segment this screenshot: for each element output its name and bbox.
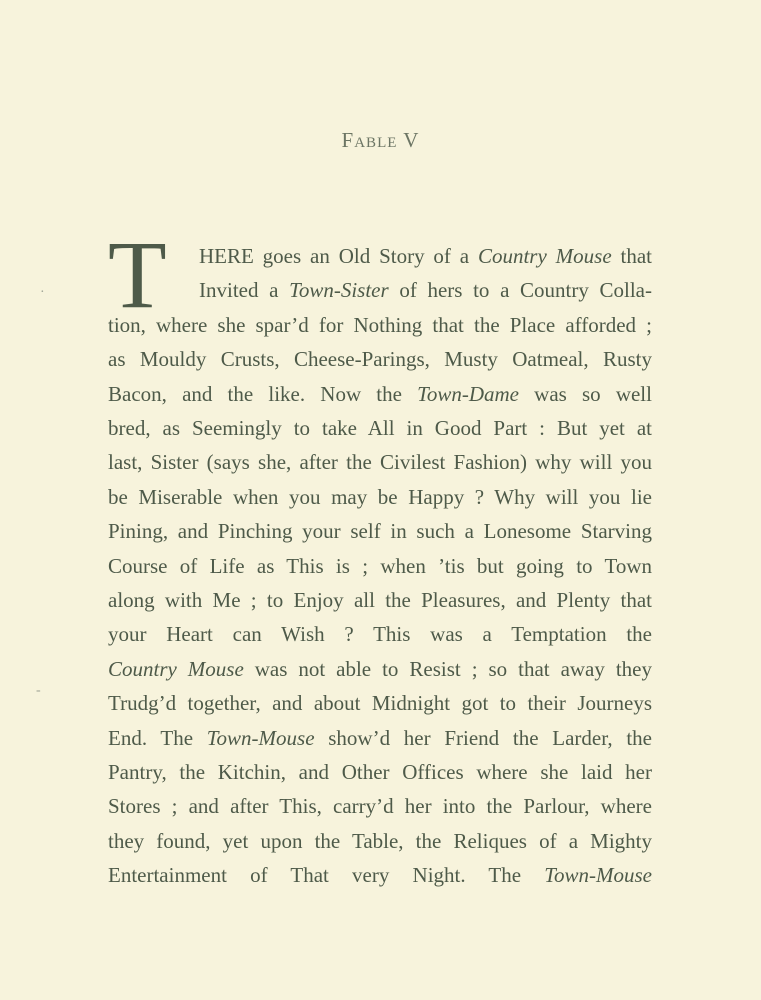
text-line [108, 861, 652, 889]
text-line [108, 758, 652, 786]
text-line [108, 655, 652, 683]
text-line [199, 276, 652, 304]
italic-phrase: Country Mouse [477, 244, 612, 268]
drop-cap-letter: T [108, 221, 167, 328]
text-line [108, 586, 652, 614]
text-line [108, 345, 652, 373]
text-run: Pining, and Pinching your self in such a Lonesome Starving [108, 519, 652, 544]
text-run: Trudg’d together, and about Midnight got to their Journeys [108, 691, 652, 716]
text-line [108, 724, 652, 752]
text-line [108, 414, 652, 442]
text-run: that [611, 244, 653, 268]
text-run: Invited a [199, 278, 290, 303]
text-run: as Mouldy Crusts, Cheese-Parings, Musty Oatmeal, Rusty [108, 347, 652, 372]
text-line [108, 689, 652, 717]
text-line [199, 242, 652, 270]
text-line [108, 792, 652, 820]
text-run: along with Me ; to Enjoy all the Pleasures, and Plenty that [108, 588, 652, 612]
italic-phrase: Country Mouse [108, 656, 244, 681]
margin-dot-mark: · [40, 285, 45, 300]
text-run: Pantry, the Kitchin, and Other Offices where she laid her [108, 760, 652, 784]
text-line [108, 380, 652, 408]
fable-heading: Fable V [341, 128, 420, 152]
text-line [108, 517, 652, 545]
text-line [108, 620, 652, 648]
text-line [108, 448, 652, 476]
text-run: Bacon, and the like. Now the [108, 381, 418, 406]
text-run: bred, as Seemingly to take All in Good Part : But yet at [108, 416, 652, 440]
text-run: they found, yet upon the Table, the Reliques of a Mighty [108, 828, 652, 853]
text-run: last, Sister (says she, after the Civilest Fashion) why will you [108, 450, 652, 475]
margin-dash-mark: - [36, 683, 41, 698]
text-run: of hers to a Country Colla- [388, 278, 652, 303]
text-run: tion, where she spar’d for Nothing that the Place afforded ; [108, 312, 652, 337]
text-run: Entertainment of That very Night. The [108, 863, 545, 888]
text-run: Course of Life as This is ; when ’tis but going to Town [108, 553, 652, 578]
text-run: Stores ; and after This, carry’d her into the Parlour, where [108, 794, 652, 819]
text-run: your Heart can Wish ? This was a Temptation the [108, 622, 652, 647]
text-run: be Miserable when you may be Happy ? Why will you lie [108, 484, 652, 509]
text-line [108, 552, 652, 580]
text-run: show’d her Friend the Larder, the [314, 725, 652, 750]
italic-phrase: Town-Dame [417, 381, 519, 406]
italic-phrase: Town-Mouse [206, 725, 315, 750]
text-run: End. The [108, 725, 207, 750]
text-run: HERE goes an Old Story of a [199, 244, 478, 268]
text-run: was not able to Resist ; so that away they [243, 656, 652, 681]
italic-phrase: Town-Sister [289, 278, 389, 303]
text-line [108, 311, 652, 339]
text-line [108, 483, 652, 511]
text-run: was so well [519, 381, 652, 406]
text-line [108, 827, 652, 855]
italic-phrase: Town-Mouse [544, 863, 652, 888]
